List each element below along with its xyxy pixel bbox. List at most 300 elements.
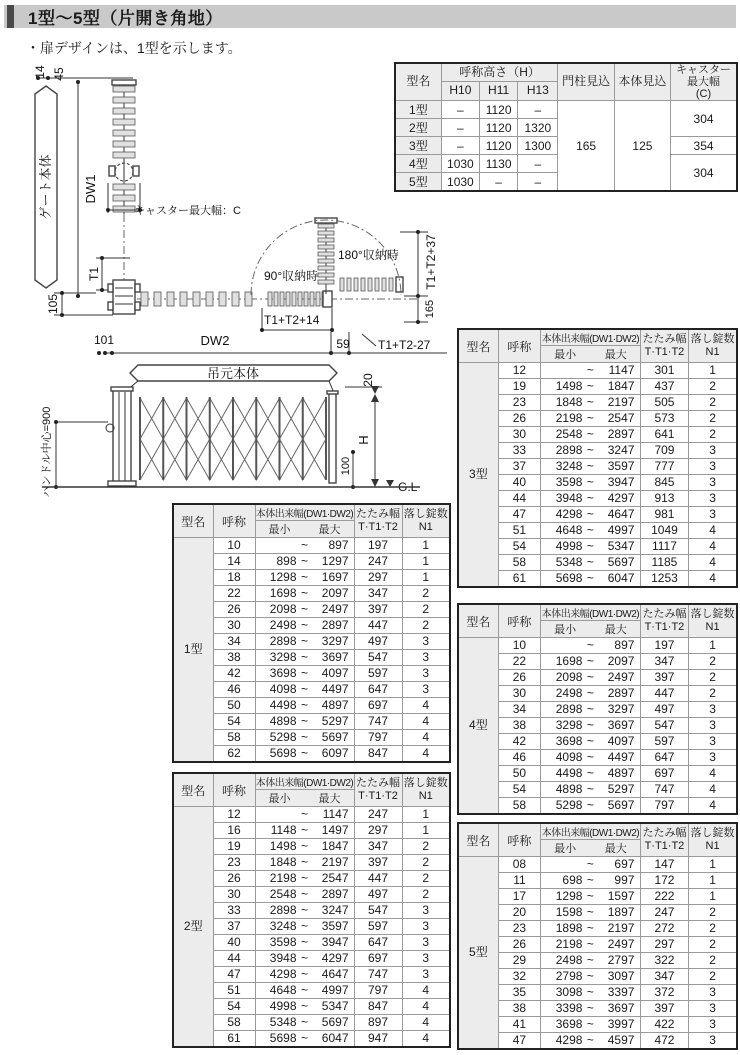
- table-row: [173, 1031, 450, 1048]
- thead: [173, 504, 450, 538]
- div: [256, 951, 354, 966]
- span: ~: [300, 983, 308, 997]
- plan-gate-pleats-180v: [318, 224, 334, 284]
- cell: –: [479, 173, 517, 192]
- lock-count-cell: 4: [402, 983, 450, 999]
- div: [541, 1001, 640, 1016]
- span: 2198: [555, 411, 583, 425]
- col-header-locks: [689, 823, 737, 857]
- div: [541, 491, 640, 506]
- rect: [113, 119, 135, 125]
- span: 最小: [268, 524, 291, 536]
- span: 5298: [269, 730, 297, 744]
- span: 3697: [607, 718, 635, 732]
- rect: [318, 224, 334, 228]
- fold-width-cell: 777: [640, 459, 688, 475]
- code-cell: 33: [213, 903, 255, 919]
- table-row: [458, 1033, 737, 1050]
- code-cell: 19: [213, 839, 255, 855]
- span: 2497: [607, 670, 635, 684]
- col-header-width: 本体出来幅(DW1·DW2): [541, 604, 641, 621]
- span: 6047: [607, 571, 635, 585]
- code-cell: 58: [498, 798, 540, 815]
- code-cell: 22: [213, 586, 255, 602]
- col-header-minmax: [255, 521, 354, 538]
- table-row: [173, 730, 450, 746]
- rect: [389, 278, 393, 291]
- code-cell: 29: [498, 953, 540, 969]
- width-range-cell: [541, 969, 641, 985]
- cell: –: [441, 137, 479, 155]
- rect: [318, 231, 334, 235]
- span: ~: [586, 1017, 594, 1031]
- div: [256, 999, 354, 1014]
- span: ~: [586, 395, 594, 409]
- span: ~: [300, 586, 308, 600]
- code-cell: 26: [498, 937, 540, 953]
- code-cell: 30: [498, 686, 540, 702]
- width-range-cell: [541, 459, 641, 475]
- span: 最大: [318, 524, 341, 536]
- span: 2497: [321, 602, 349, 616]
- fold-width-cell: 301: [640, 363, 688, 379]
- circle: [330, 328, 334, 332]
- span: 997: [614, 873, 635, 887]
- cell: 1320: [518, 119, 558, 137]
- lock-count-cell: 4: [689, 766, 737, 782]
- span: 1298: [555, 889, 583, 903]
- span: 3698: [269, 666, 297, 680]
- fold-width-cell: 447: [354, 871, 402, 887]
- table-row: [458, 395, 737, 411]
- table-row: [458, 953, 737, 969]
- span: ~: [586, 443, 594, 457]
- lock-count-cell: 4: [689, 798, 737, 815]
- code-cell: 17: [498, 889, 540, 905]
- circle: [60, 313, 64, 317]
- div: [541, 782, 640, 797]
- caster-value-cell: 304: [671, 155, 737, 192]
- fold-width-cell: 947: [354, 1031, 402, 1048]
- rect: [135, 284, 140, 292]
- fold-width-cell: 697: [354, 951, 402, 967]
- width-range-cell: [541, 555, 641, 571]
- span: 4098: [555, 750, 583, 764]
- span: 1498: [555, 379, 583, 393]
- table-row: [173, 935, 450, 951]
- code-cell: 50: [498, 766, 540, 782]
- code-cell: 26: [213, 602, 255, 618]
- div: [541, 379, 640, 394]
- span: ~: [586, 686, 594, 700]
- span: 1497: [321, 823, 349, 837]
- span: ~: [300, 903, 308, 917]
- rect: [154, 292, 161, 306]
- table-row: [173, 999, 450, 1015]
- width-range-cell: [255, 538, 354, 554]
- table-row: [458, 750, 737, 766]
- div: たたみ幅: [642, 826, 687, 839]
- fold-width-cell: 597: [354, 666, 402, 682]
- span: 3697: [321, 650, 349, 664]
- hoist-body-label: 吊元本体: [206, 366, 260, 381]
- span: 4497: [607, 750, 635, 764]
- width-range-cell: [541, 379, 641, 395]
- div: [541, 750, 640, 765]
- span: ~: [586, 523, 594, 537]
- table-row: [458, 411, 737, 427]
- code-cell: 40: [213, 935, 255, 951]
- div: [541, 798, 640, 813]
- cell: 1030: [441, 155, 479, 173]
- div: たたみ幅: [642, 607, 687, 620]
- span: ~: [300, 746, 308, 760]
- code-cell: 11: [498, 873, 540, 889]
- span: 2098: [269, 602, 297, 616]
- fold-width-cell: 297: [640, 937, 688, 953]
- span: 4898: [555, 782, 583, 796]
- fold-width-cell: 297: [354, 570, 402, 586]
- fold-width-cell: 547: [354, 903, 402, 919]
- width-range-cell: [255, 807, 354, 823]
- div: [541, 670, 640, 685]
- lock-count-cell: 2: [402, 586, 450, 602]
- width-range-cell: [541, 734, 641, 750]
- lock-count-cell: 4: [402, 698, 450, 714]
- width-range-cell: [255, 570, 354, 586]
- col-header-fold: [354, 773, 402, 807]
- body-value-cell: 125: [614, 101, 670, 192]
- div: [541, 443, 640, 458]
- rect: [382, 278, 386, 291]
- lock-count-cell: 2: [402, 855, 450, 871]
- span: ~: [586, 459, 594, 473]
- span: 3597: [607, 459, 635, 473]
- span: 3247: [321, 903, 349, 917]
- div: [541, 621, 640, 637]
- rect: [193, 292, 200, 306]
- fold-width-cell: 981: [640, 507, 688, 523]
- handle-center-label: ハンドル中心=900: [41, 406, 53, 498]
- fold-width-cell: 897: [354, 1015, 402, 1031]
- spec-table-model-2: [172, 772, 451, 1048]
- table-row: [458, 475, 737, 491]
- width-range-cell: [255, 586, 354, 602]
- lock-count-cell: 3: [402, 634, 450, 650]
- fold-width-cell: 322: [640, 953, 688, 969]
- table-row: [173, 698, 450, 714]
- span: 5697: [607, 555, 635, 569]
- span: 3248: [269, 919, 297, 933]
- fold-width-cell: 747: [354, 714, 402, 730]
- span: 3097: [607, 969, 635, 983]
- span: 697: [614, 857, 635, 871]
- col-header-model: 型名: [458, 329, 498, 363]
- gate-body-label: ゲート本体: [38, 154, 53, 220]
- width-range-cell: [541, 411, 641, 427]
- rect: [354, 278, 358, 291]
- div: [541, 686, 640, 701]
- col-header-fold: [640, 329, 688, 363]
- table-row: [458, 766, 737, 782]
- rect: [113, 97, 135, 103]
- width-range-cell: [541, 670, 641, 686]
- div: [541, 702, 640, 717]
- table-row: [458, 638, 737, 654]
- lock-count-cell: 3: [402, 903, 450, 919]
- cell: 2型: [395, 119, 441, 137]
- fold-width-cell: 747: [354, 967, 402, 983]
- rect: [318, 259, 334, 263]
- code-cell: 50: [213, 698, 255, 714]
- col-header-width: 本体出来幅(DW1·DW2): [255, 773, 354, 790]
- fold-width-cell: 497: [640, 702, 688, 718]
- code-cell: 44: [213, 951, 255, 967]
- span: ~: [586, 798, 594, 812]
- lock-count-cell: 3: [402, 919, 450, 935]
- span: ~: [300, 839, 308, 853]
- code-cell: 08: [498, 857, 540, 873]
- span: 1698: [269, 586, 297, 600]
- div: [541, 873, 640, 888]
- fold-width-cell: 647: [354, 935, 402, 951]
- span: 4998: [555, 539, 583, 553]
- table-row: [395, 63, 737, 82]
- span: ~: [300, 682, 308, 696]
- height-spec-table: [394, 62, 738, 192]
- cell: 5型: [395, 173, 441, 192]
- width-range-cell: [541, 363, 641, 379]
- lock-count-cell: 3: [689, 750, 737, 766]
- tbody: [458, 363, 737, 588]
- rect: [113, 152, 135, 158]
- span: 1698: [555, 654, 583, 668]
- div: [256, 586, 354, 601]
- span: 3947: [321, 935, 349, 949]
- span: 2097: [321, 586, 349, 600]
- col-header-code: 呼称: [498, 604, 540, 638]
- fold-width-cell: 397: [640, 1001, 688, 1017]
- rect: [368, 278, 372, 291]
- rect: [316, 292, 320, 306]
- div: [541, 346, 640, 362]
- span: 3698: [555, 734, 583, 748]
- rect: [347, 278, 351, 291]
- table-row: [458, 427, 737, 443]
- fold-width-cell: 497: [354, 887, 402, 903]
- dim-14-label: 14: [33, 65, 47, 79]
- div: [256, 839, 354, 854]
- width-range-cell: [541, 905, 641, 921]
- span: 1848: [555, 395, 583, 409]
- span: 4648: [555, 523, 583, 537]
- width-range-cell: [541, 638, 641, 654]
- table-row: [173, 504, 450, 521]
- span: 1298: [269, 570, 297, 584]
- fold-width-cell: 573: [640, 411, 688, 427]
- cell: 1型: [395, 101, 441, 119]
- table-row: [458, 1017, 737, 1033]
- code-cell: 10: [498, 638, 540, 654]
- width-range-cell: [255, 823, 354, 839]
- span: ~: [300, 714, 308, 728]
- table-row: [458, 670, 737, 686]
- span: 1898: [555, 921, 583, 935]
- table-row: [458, 379, 737, 395]
- code-cell: 47: [498, 507, 540, 523]
- circle: [329, 351, 333, 355]
- width-range-cell: [541, 766, 641, 782]
- rect: [310, 292, 314, 306]
- div: キャスター: [676, 64, 732, 76]
- div: [256, 634, 354, 649]
- span: 4498: [269, 698, 297, 712]
- lock-count-cell: 3: [689, 734, 737, 750]
- width-range-cell: [541, 654, 641, 670]
- code-cell: 33: [498, 443, 540, 459]
- table-row: [173, 650, 450, 666]
- span: 1148: [270, 823, 297, 837]
- div: 落し錠数: [690, 332, 735, 345]
- span: 1598: [555, 905, 583, 919]
- thead: [395, 63, 737, 101]
- span: 4648: [269, 983, 297, 997]
- code-cell: 16: [213, 823, 255, 839]
- width-range-cell: [541, 1001, 641, 1017]
- code-cell: 35: [498, 985, 540, 1001]
- cell: 1120: [479, 101, 517, 119]
- span: 5697: [321, 1015, 349, 1029]
- table-row: [173, 951, 450, 967]
- div: [541, 411, 640, 426]
- span: ~: [586, 734, 594, 748]
- section-title-bar: [4, 5, 736, 28]
- width-range-cell: [541, 1017, 641, 1033]
- col-header-minmax: [541, 621, 641, 638]
- rect: [113, 108, 135, 114]
- span: ~: [300, 919, 308, 933]
- span: 2898: [269, 903, 297, 917]
- fold-width-cell: 222: [640, 889, 688, 905]
- div: [256, 730, 354, 745]
- t1-label: T1: [87, 266, 101, 282]
- width-range-cell: [541, 889, 641, 905]
- div: T·T1·T2: [644, 346, 685, 358]
- fold-width-cell: 845: [640, 475, 688, 491]
- width-range-cell: [255, 602, 354, 618]
- span: 1897: [607, 905, 635, 919]
- code-cell: 47: [213, 967, 255, 983]
- span: ~: [586, 427, 594, 441]
- col-header-locks: [689, 329, 737, 363]
- lock-count-cell: 3: [689, 1017, 737, 1033]
- span: ~: [300, 570, 308, 584]
- width-range-cell: [541, 782, 641, 798]
- span: ~: [586, 921, 594, 935]
- width-range-cell: [541, 953, 641, 969]
- circle: [76, 80, 80, 84]
- div: [256, 714, 354, 729]
- rect: [113, 86, 135, 92]
- cell: 4型: [395, 155, 441, 173]
- width-range-cell: [255, 554, 354, 570]
- fold-width-cell: 347: [640, 969, 688, 985]
- span: 4497: [321, 682, 349, 696]
- div: [256, 983, 354, 998]
- col-header-model: 型名: [458, 604, 498, 638]
- div: 落し錠数: [403, 507, 448, 520]
- fold-width-cell: 397: [354, 602, 402, 618]
- code-cell: 34: [213, 634, 255, 650]
- lock-count-cell: 4: [689, 571, 737, 588]
- code-cell: 62: [213, 746, 255, 763]
- fold-width-cell: 197: [640, 638, 688, 654]
- fold-width-cell: 1253: [640, 571, 688, 588]
- design-note: ・扉デザインは、1型を示します。: [26, 40, 242, 56]
- span: ~: [300, 967, 308, 981]
- fold-width-cell: 647: [354, 682, 402, 698]
- fold-width-cell: 297: [354, 823, 402, 839]
- fold-width-cell: 505: [640, 395, 688, 411]
- col-header-caster: [671, 63, 737, 101]
- table-row: [458, 889, 737, 905]
- circle: [76, 294, 80, 298]
- div: 最大幅: [687, 76, 721, 89]
- div: T·T1·T2: [644, 840, 685, 852]
- table-row: [173, 714, 450, 730]
- table-row: [173, 773, 450, 790]
- lock-count-cell: 1: [402, 807, 450, 823]
- table-row: [458, 443, 737, 459]
- span: ~: [586, 873, 594, 887]
- table-row: [458, 873, 737, 889]
- width-range-cell: [255, 666, 354, 682]
- span: ~: [586, 718, 594, 732]
- fold-width-cell: 422: [640, 1017, 688, 1033]
- table-row: [173, 871, 450, 887]
- col-header-h11: H11: [479, 82, 517, 101]
- lock-count-cell: 3: [402, 682, 450, 698]
- table-row: [173, 586, 450, 602]
- code-cell: 54: [213, 999, 255, 1015]
- code-cell: 34: [498, 702, 540, 718]
- lock-count-cell: 4: [402, 714, 450, 730]
- thead: [458, 329, 737, 363]
- lock-count-cell: 2: [689, 905, 737, 921]
- dim-100-label: 100: [340, 456, 352, 476]
- div: [541, 475, 640, 490]
- div: N1: [705, 346, 720, 358]
- fold-width-cell: 397: [640, 670, 688, 686]
- table-row: [395, 101, 737, 119]
- width-range-cell: [541, 539, 641, 555]
- lock-count-cell: 2: [402, 839, 450, 855]
- span: 4298: [555, 507, 583, 521]
- span: 最小: [268, 793, 291, 805]
- code-cell: 46: [498, 750, 540, 766]
- lock-count-cell: 2: [402, 618, 450, 634]
- div: [256, 698, 354, 713]
- width-range-cell: [541, 718, 641, 734]
- cell: 1130: [479, 155, 517, 173]
- width-range-cell: [255, 650, 354, 666]
- model-name-cell: 3型: [458, 363, 498, 588]
- span: ~: [586, 571, 594, 585]
- model-name-cell: 4型: [458, 638, 498, 815]
- span: 1498: [269, 839, 297, 853]
- width-range-cell: [255, 983, 354, 999]
- span: 3297: [607, 702, 635, 716]
